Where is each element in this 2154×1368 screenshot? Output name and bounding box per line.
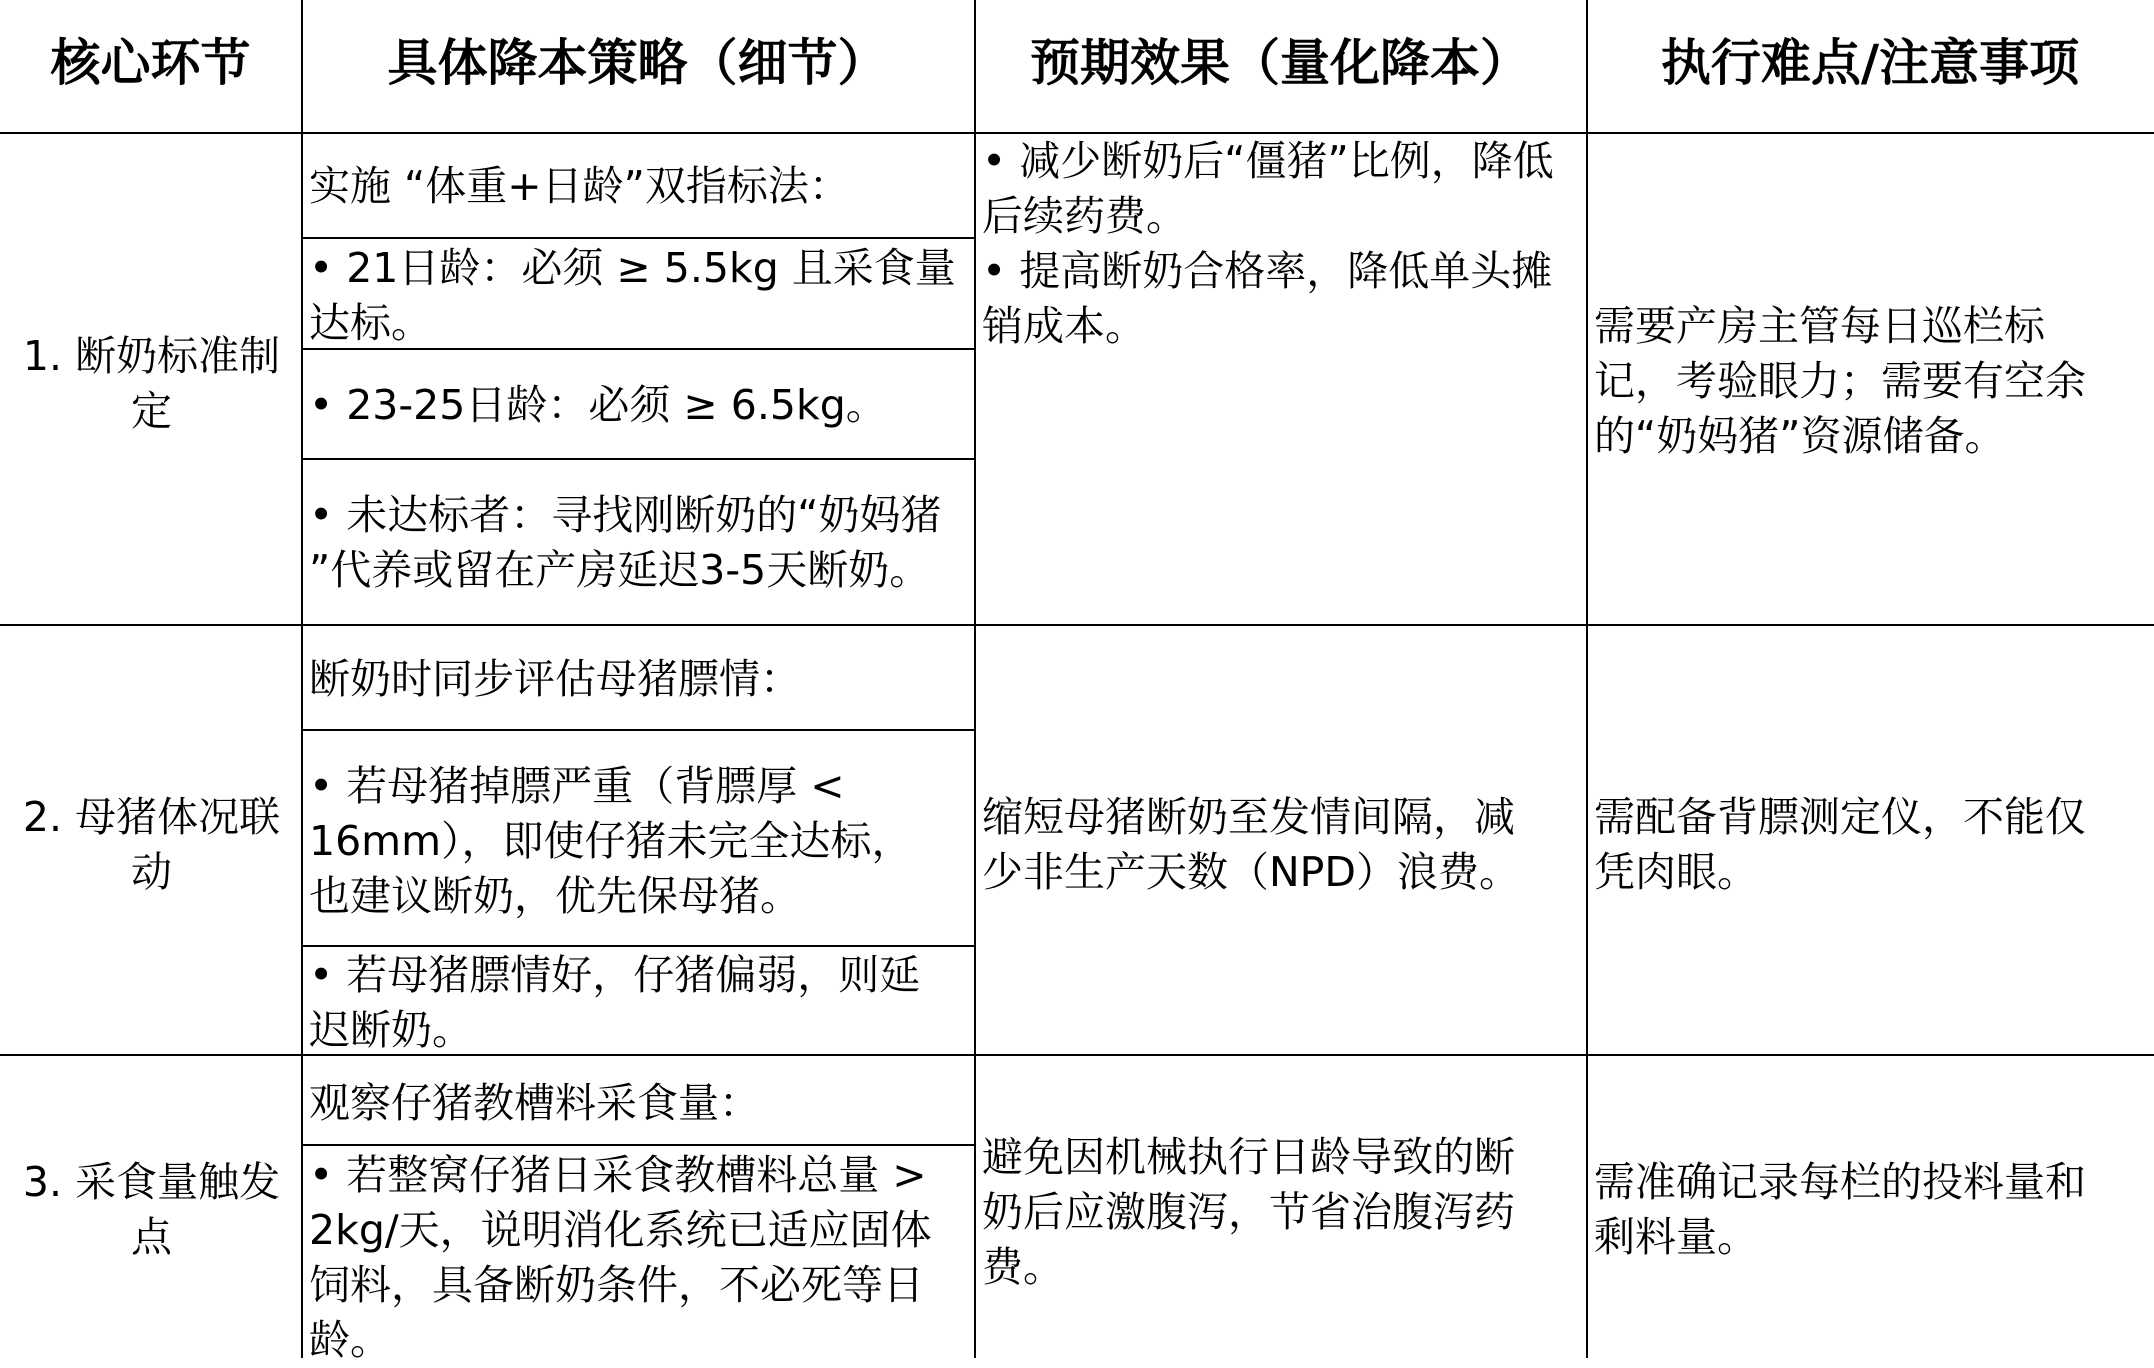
table-border-line: [0, 624, 2154, 626]
strategy-cell: • 21日龄：必须 ≥ 5.5kg 且采食量 达标。: [309, 244, 956, 347]
strategy-cell: • 若母猪膘情好，仔猪偏弱，则延 迟断奶。: [309, 951, 921, 1054]
row-stage-cell: 1. 断奶标准制 定: [22, 332, 281, 435]
note-cell: 需准确记录每栏的投料量和 剩料量。: [1594, 1158, 2086, 1261]
table-border-line: [301, 945, 974, 947]
strategy-cell: • 若整窝仔猪日采食教槽料总量 > 2kg/天，说明消化系统已适应固体 饲料，具备断奶条件，不必死等日 龄。: [309, 1151, 932, 1364]
table-border-line: [301, 237, 974, 239]
strategy-cell: 实施 “体重+日龄”双指标法：: [309, 162, 850, 210]
strategy-cell: • 若母猪掉膘严重（背膘厚 < 16mm），即使仔猪未完全达标， 也建议断奶，优先保母猪。: [309, 762, 913, 920]
column-header-note: 执行难点/注意事项: [1660, 33, 2080, 92]
table-border-line: [301, 1144, 974, 1146]
table-border-line: [301, 729, 974, 731]
strategy-cell: • 23-25日龄：必须 ≥ 6.5kg。: [309, 381, 887, 429]
column-header-strategy: 具体降本策略（细节）: [387, 33, 888, 92]
row-stage-cell: 2. 母猪体况联 动: [22, 793, 281, 896]
strategy-cell: • 未达标者：寻找刚断奶的“奶妈猪 ”代养或留在产房延迟3-5天断奶。: [309, 491, 942, 594]
note-cell: 需配备背膘测定仪，不能仅 凭肉眼。: [1594, 793, 2086, 896]
strategy-cell: 观察仔猪教槽料采食量：: [309, 1079, 760, 1127]
table-border-line: [301, 458, 974, 460]
note-cell: 需要产房主管每日巡栏标 记，考验眼力；需要有空余 的“奶妈猪”资源储备。: [1594, 302, 2086, 460]
row-stage-cell: 3. 采食量触发 点: [22, 1158, 281, 1261]
strategy-cell: 断奶时同步评估母猪膘情：: [309, 655, 801, 703]
table-border-line: [301, 0, 303, 1358]
effect-cell: • 减少断奶后“僵猪”比例，降低 后续药费。 • 提高断奶合格率，降低单头摊 销成本。: [982, 137, 1554, 350]
column-header-stage: 核心环节: [50, 33, 251, 92]
effect-cell: 避免因机械执行日龄导致的断 奶后应激腹泻，节省治腹泻药 费。: [982, 1133, 1515, 1291]
column-header-effect: 预期效果（量化降本）: [1030, 33, 1530, 92]
effect-cell: 缩短母猪断奶至发情间隔，减 少非生产天数（NPD）浪费。: [982, 793, 1520, 896]
table-border-line: [1586, 0, 1588, 1358]
table-border-line: [974, 0, 976, 1358]
